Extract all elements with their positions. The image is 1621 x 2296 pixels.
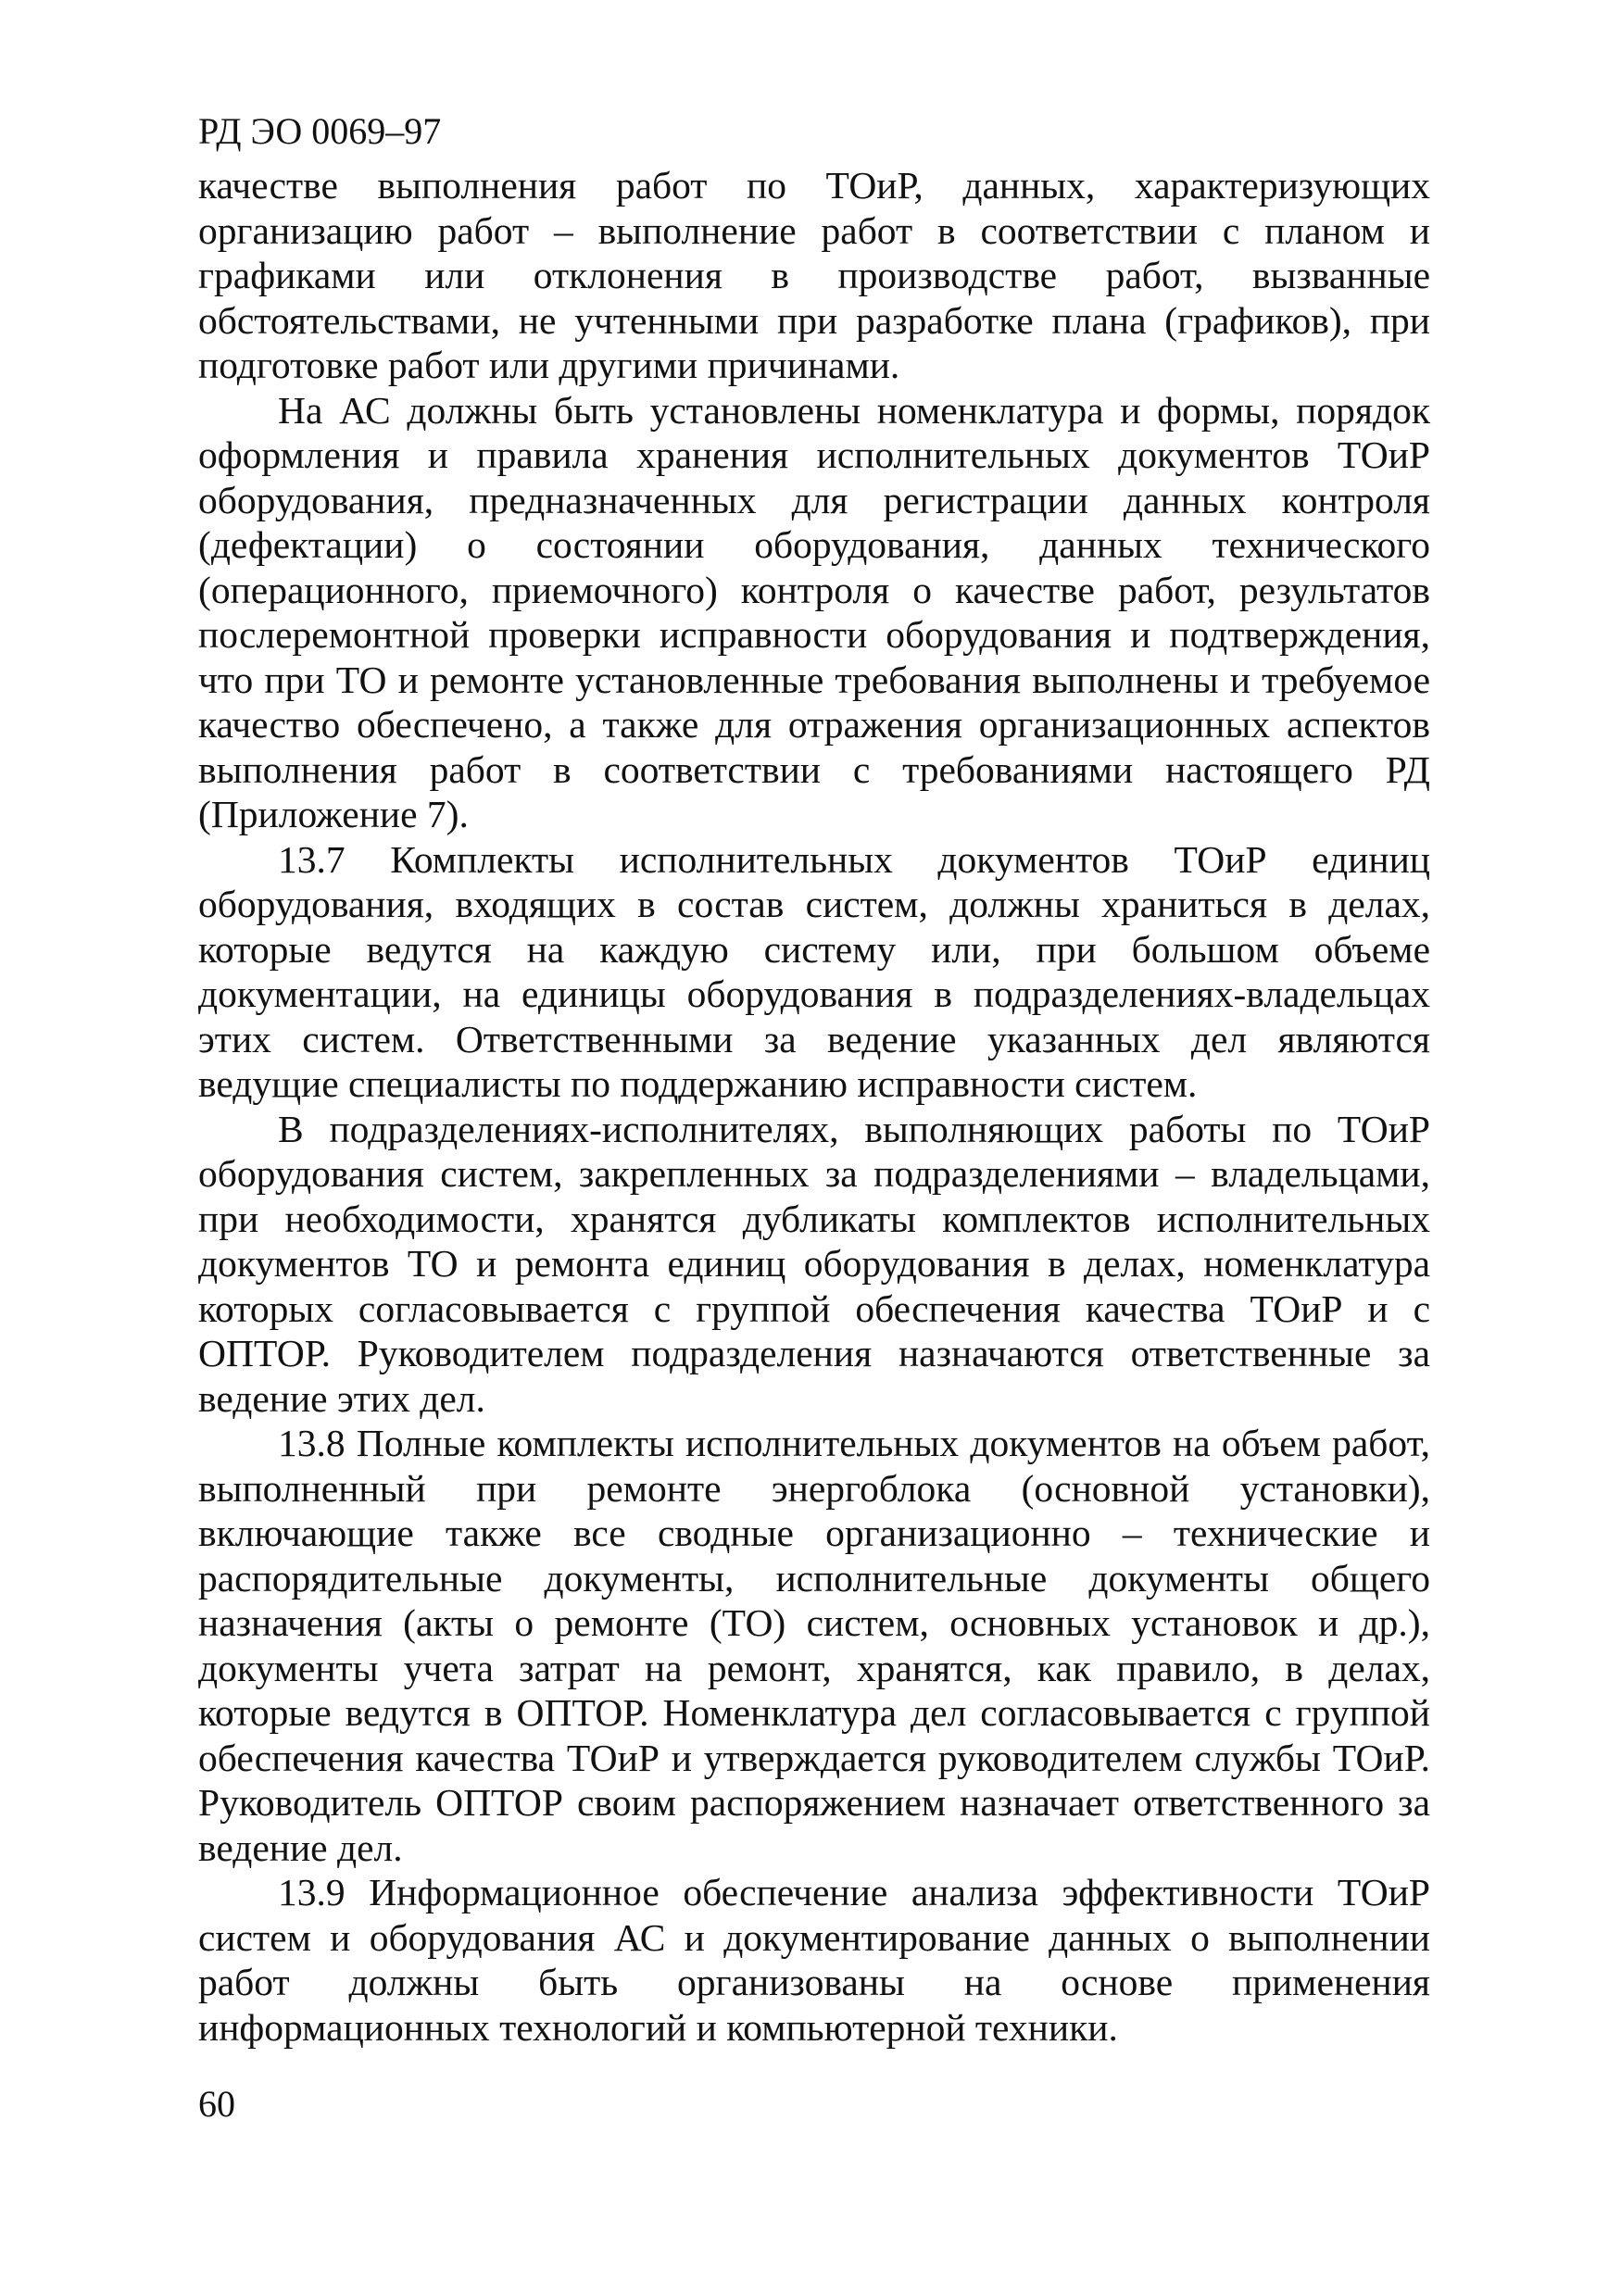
paragraph: В подразделениях-исполнителях, выполняющих работы по ТОиР оборудования систем, закрепленных за подразделениями – владельцами, при необходимости, хранятся дубликаты комплектов исполнительных документов ТО и ремонта единиц оборудования в делах, номенклатура которых согласовывается с группой обеспечения качества ТОиР и с ОПТОР. Руководителем подразделения назначаются ответственные за ведение этих дел. xyxy=(198,1107,1430,1420)
paragraph-13-7: 13.7 Комплекты исполнительных документов ТОиР единиц оборудования, входящих в состав систем, должны храниться в делах, которые ведутся на каждую систему или, при большом объеме документации, на единицы оборудования в подразделениях-владельцах этих систем. Ответственными за ведение указанных дел являются ведущие специалисты по поддержанию исправности систем. xyxy=(198,837,1430,1105)
paragraph-continued: качестве выполнения работ по ТОиР, данных, характеризующих организацию работ – выполнение работ в соответствии с планом и графиками или отклонения в производстве работ, вызванные обстоятельствами, не учтенными при разработке плана (графиков), при подготовке работ или другими причинами. xyxy=(198,164,1430,386)
running-header: РД ЭО 0069–97 xyxy=(198,110,442,152)
page-number: 60 xyxy=(198,2083,235,2125)
paragraph-13-9: 13.9 Информационное обеспечение анализа эффективности ТОиР систем и оборудования АС и документирование данных о выполнении работ должны быть организованы на основе применения информационных технологий и компьютерной техники. xyxy=(198,1871,1430,2049)
paragraph-13-8: 13.8 Полные комплекты исполнительных документов на объем работ, выполненный при ремонте энергоблока (основной установки), включающие также все сводные организационно – технические и распорядительные документы, исполнительные документы общего назначения (акты о ремонте (ТО) систем, основных установок и др.), документы учета затрат на ремонт, хранятся, как правило, в делах, которые ведутся в ОПТОР. Номенклатура дел согласовывается с группой обеспечения качества ТОиР и утверждается руководителем службы ТОиР. Руководитель ОПТОР своим распоряжением назначает ответственного за ведение дел. xyxy=(198,1422,1430,1869)
paragraph: На АС должны быть установлены номенклатура и формы, порядок оформления и правила хранения исполнительных документов ТОиР оборудования, предназначенных для регистрации данных контроля (дефектации) о состоянии оборудования, данных технического (операционного, приемочного) контроля о качестве работ, результатов послеремонтной проверки исправности оборудования и подтверждения, что при ТО и ремонте установленные требования выполнены и требуемое качество обеспечено, а также для отражения организационных аспектов выполнения работ в соответствии с требованиями настоящего РД (Приложение 7). xyxy=(198,388,1430,835)
body-text xyxy=(198,163,1430,2050)
